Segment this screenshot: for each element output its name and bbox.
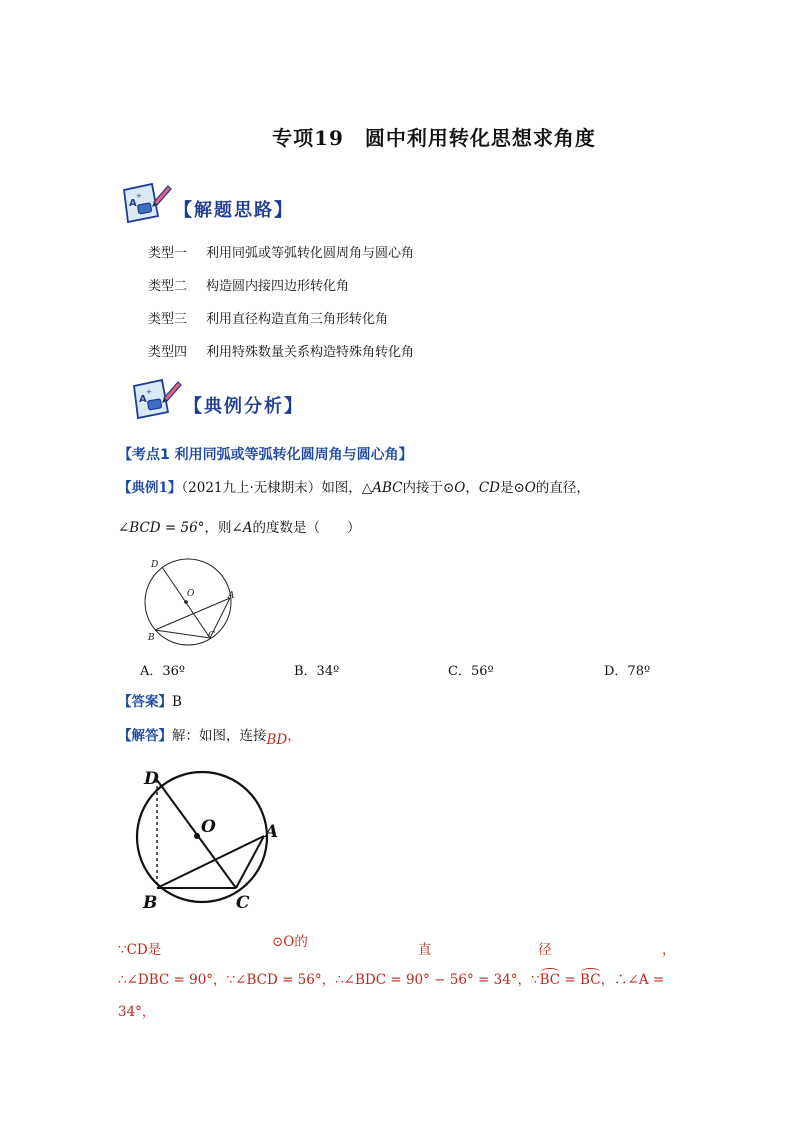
type-list [148, 242, 414, 360]
solution-step: 34°， [118, 1004, 156, 1020]
option-c: C．56º [448, 664, 494, 679]
type-desc: 利用直径构造直角三角形转化角 [206, 312, 389, 327]
solution-step: 直 [418, 942, 432, 958]
solution-step: ∴∠DBC = 90°，∵∠BCD = 56°，∴∠BDC = 90° − 56° = 34°，∵ [118, 972, 540, 988]
solution-step: ， [662, 942, 676, 958]
solution-line [118, 724, 301, 748]
svg-text:+: + [136, 192, 142, 200]
small-circle-figure [138, 552, 248, 648]
math-circle: ⊙O [442, 480, 466, 496]
type-item [148, 341, 414, 360]
example-question [118, 476, 678, 496]
point-label: A [265, 822, 279, 842]
type-name: 类型一 [148, 246, 188, 261]
solution-label: 【解答】 [118, 728, 172, 744]
option-b: B．34º [294, 664, 340, 679]
solution-text: 解：如图，连接 [172, 728, 267, 744]
type-desc: 构造圆内接四边形转化角 [206, 279, 350, 294]
math-circle: ⊙O [513, 480, 536, 496]
svg-text:A: A [139, 394, 147, 405]
type-item [148, 242, 414, 261]
section-banner-examples [128, 376, 304, 422]
type-name: 类型四 [148, 345, 188, 360]
type-name: 类型三 [148, 312, 188, 327]
point-label: O [187, 589, 195, 599]
point-label: B [143, 893, 158, 912]
solution-text: ， [287, 728, 301, 744]
section-banner-thinking [118, 180, 294, 226]
example-question-line2 [118, 516, 361, 536]
type-desc: 利用特殊数量关系构造特殊角转化角 [206, 345, 415, 360]
page-title: 专项19 圆中利用转化思想求角度 [272, 126, 596, 150]
example-label: 【典例1】 [118, 480, 182, 496]
example-source: （2021九上·无棣期末） [181, 480, 322, 496]
math-angle: ∠A [231, 520, 253, 536]
question-text: ，则 [204, 520, 232, 536]
solution-step: ，∴∠A = [600, 972, 665, 988]
solution-step: 径 [538, 942, 552, 958]
math-triangle: △ABC [361, 480, 403, 496]
type-item [148, 308, 414, 327]
answer-line [118, 690, 182, 710]
question-text: 的度数是（ ） [252, 520, 361, 536]
solution-segment: BD [266, 732, 288, 748]
question-text: 内接于 [402, 480, 443, 496]
point-label: D [151, 560, 159, 570]
topic-heading: 【考点1 利用同弧或等弧转化圆周角与圆心角】 [118, 447, 413, 463]
solution-step-line2 [118, 968, 678, 988]
arc-bc: BC [580, 972, 601, 988]
notepad-pencil-icon [118, 180, 172, 226]
question-text: ， [465, 480, 479, 496]
section-banner-examples-label: 【典例分析】 [184, 396, 304, 417]
point-label: C [208, 631, 215, 641]
option-a: A．36º [140, 664, 186, 679]
answer-value: B [172, 694, 182, 710]
arc-bc: BC [539, 972, 561, 988]
point-label: A [228, 591, 235, 601]
point-label: B [148, 633, 155, 643]
solution-step: ⊙O的 [272, 934, 308, 950]
point-label: C [236, 893, 250, 912]
large-circle-figure [124, 762, 294, 912]
type-item [148, 275, 414, 294]
question-text: 的直径， [535, 480, 590, 496]
type-name: 类型二 [148, 279, 188, 294]
math-angle: ∠BCD = 56° [118, 520, 205, 536]
question-text: 是 [500, 480, 514, 496]
svg-text:A: A [129, 198, 137, 209]
option-d: D．78º [604, 664, 651, 679]
svg-text:+: + [146, 388, 152, 396]
solution-step: ∵CD是 [118, 942, 162, 958]
answer-label: 【答案】 [118, 694, 172, 710]
section-banner-thinking-label: 【解题思路】 [174, 200, 294, 221]
question-text: 如图， [321, 480, 362, 496]
point-label: O [201, 817, 216, 837]
math-segment: CD [478, 480, 500, 496]
type-desc: 利用同弧或等弧转化圆周角与圆心角 [206, 246, 415, 261]
point-label: D [144, 769, 159, 789]
notepad-pencil-icon [128, 376, 182, 422]
solution-step: = [560, 972, 581, 988]
